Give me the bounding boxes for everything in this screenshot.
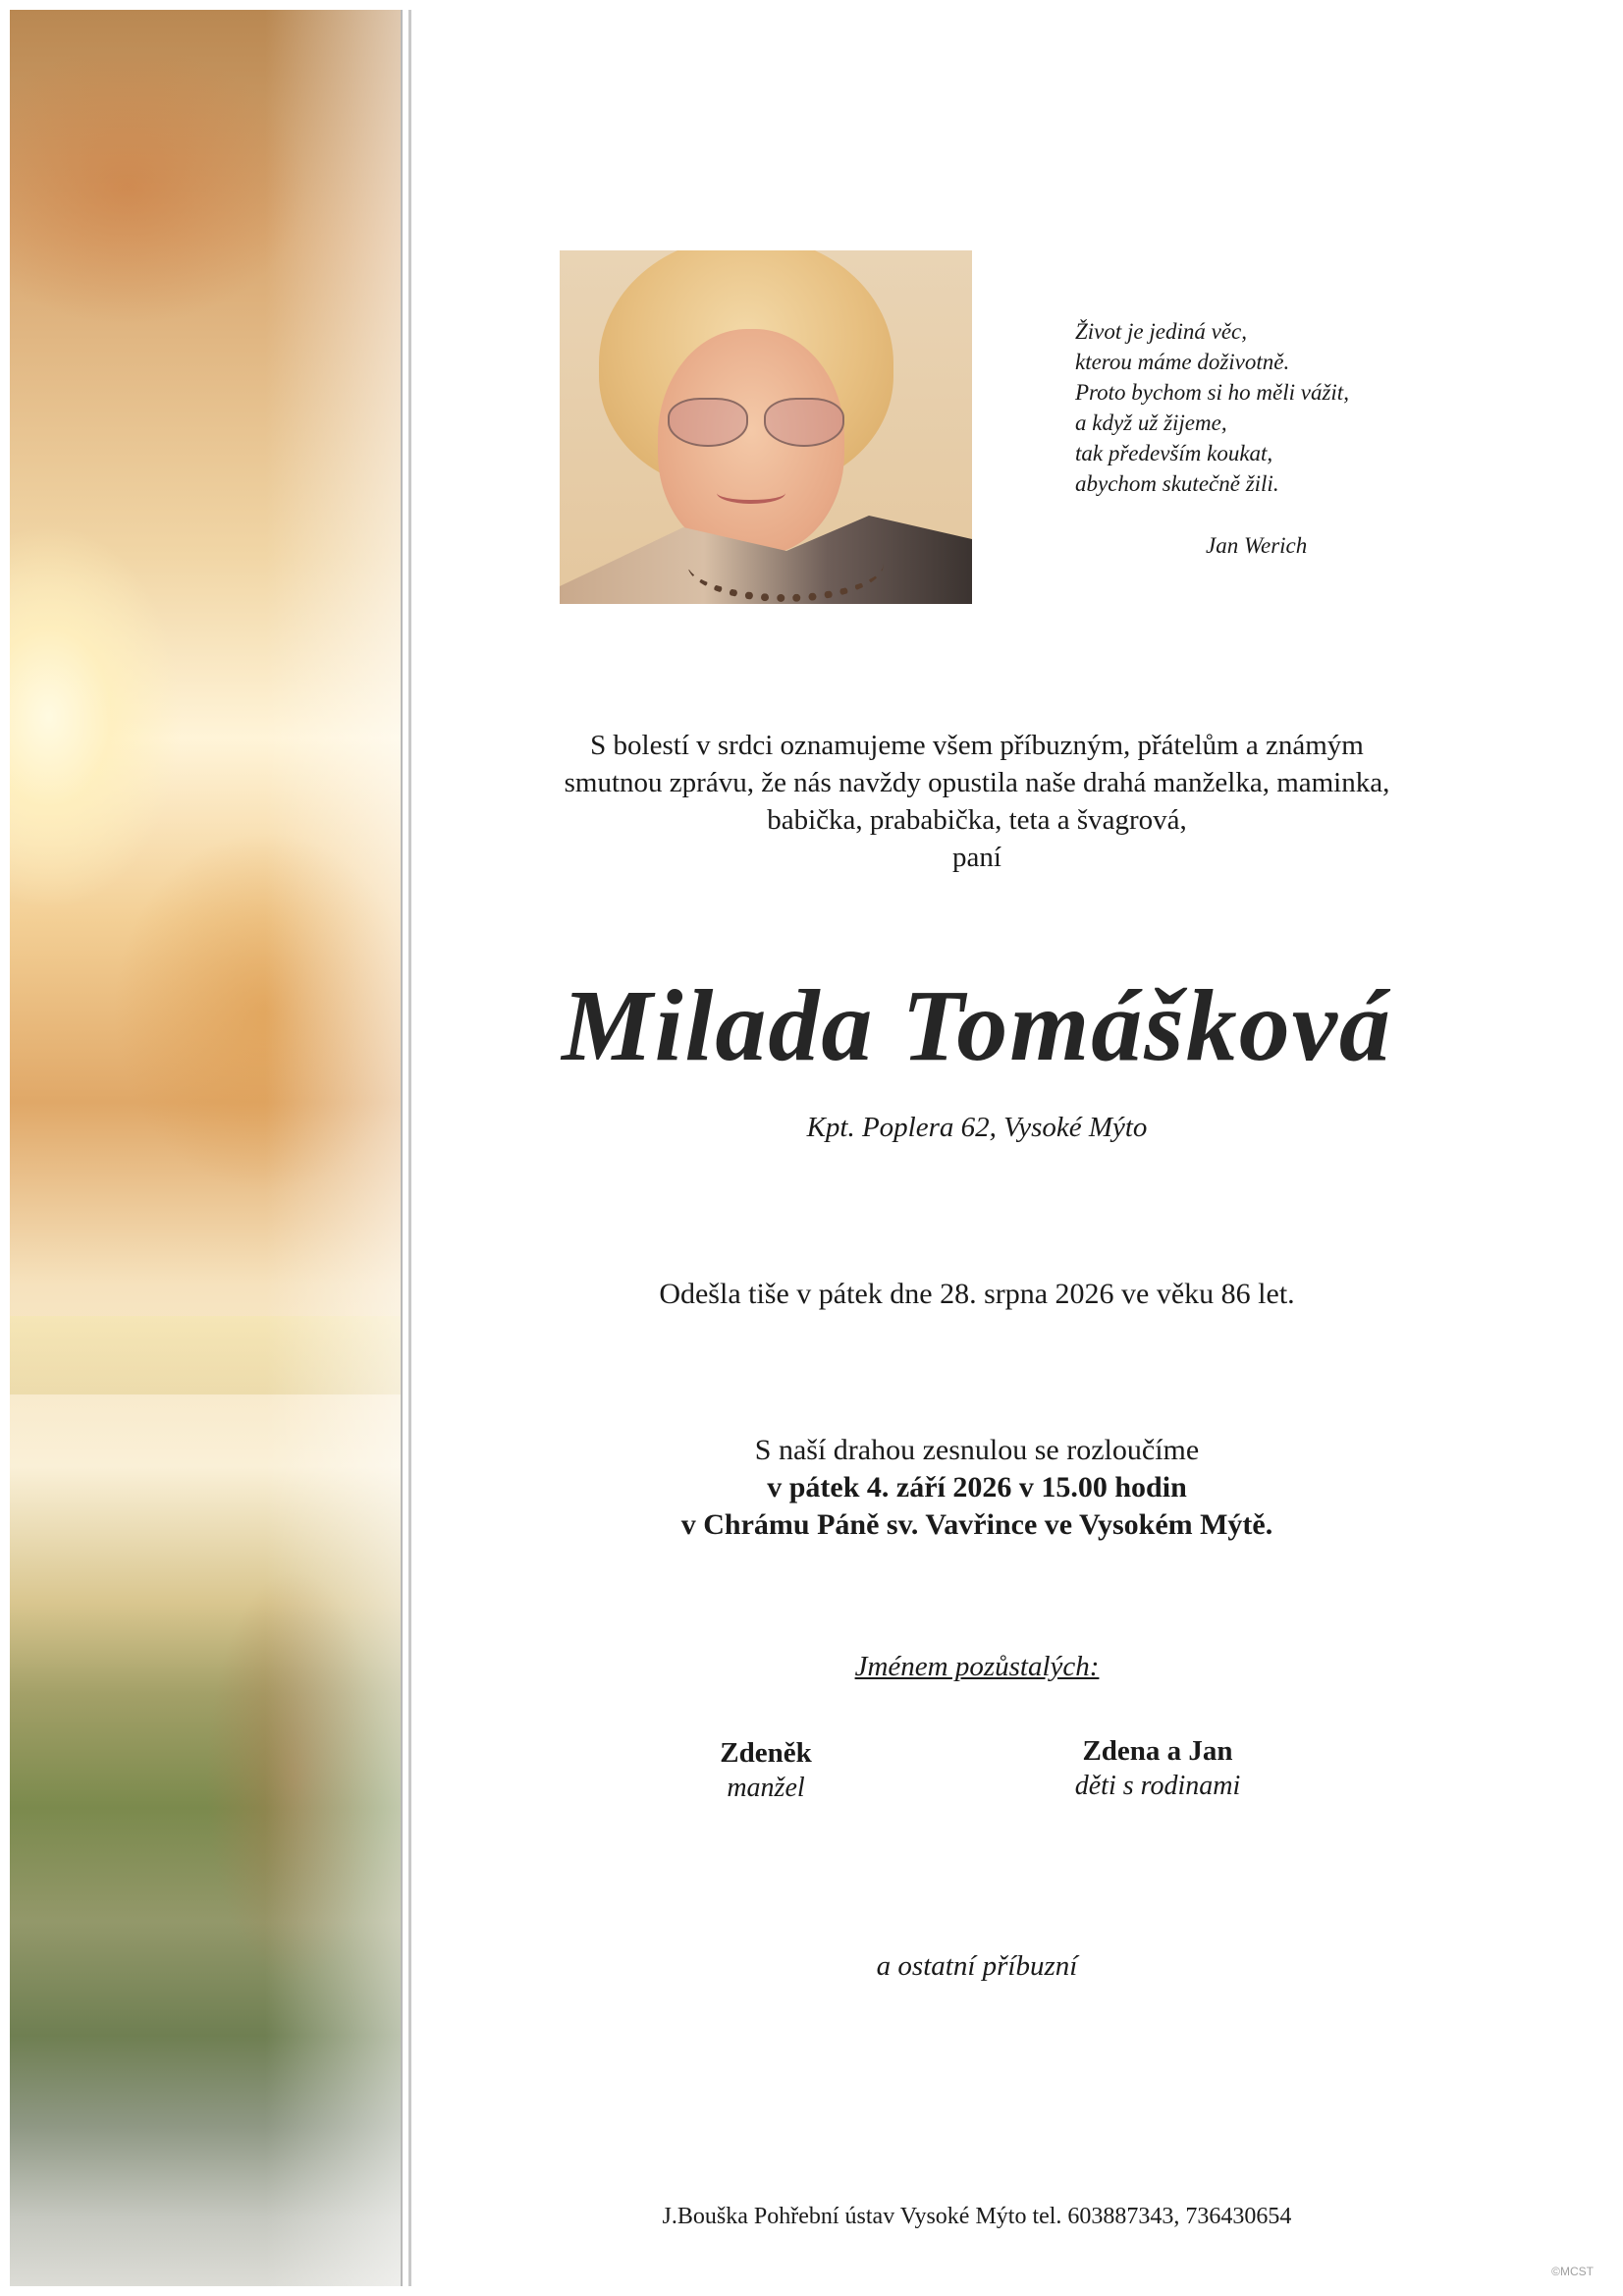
announcement-line: paní bbox=[952, 842, 1001, 873]
survivor-role: děti s rodinami bbox=[1074, 1771, 1241, 1801]
quote bbox=[1075, 316, 1429, 499]
deceased-address: Kpt. Poplera 62, Vysoké Mýto bbox=[806, 1112, 1148, 1143]
divider-line bbox=[401, 10, 403, 2286]
portrait-smile bbox=[717, 482, 785, 504]
portrait-photo bbox=[560, 250, 972, 604]
survivor-entry bbox=[619, 1735, 913, 1806]
quote-line: kterou máme doživotně. bbox=[1075, 350, 1290, 374]
departure-notice: Odešla tiše v pátek dne 28. srpna 2026 ve věku 86 let. bbox=[659, 1278, 1295, 1310]
portrait-necklace bbox=[687, 525, 884, 602]
quote-author: Jan Werich bbox=[1206, 533, 1308, 558]
funeral-datetime: v pátek 4. září 2026 v 15.00 hodin bbox=[767, 1471, 1187, 1503]
deceased-name: Milada Tomášková bbox=[562, 969, 1392, 1082]
quote-line: abychom skutečně žili. bbox=[1075, 471, 1279, 496]
divider-line bbox=[408, 10, 411, 2286]
announcement-text bbox=[422, 727, 1532, 876]
funeral-home-footer: J.Bouška Pohřební ústav Vysoké Mýto tel. 603887343, 736430654 bbox=[662, 2204, 1292, 2229]
announcement-line: babička, prababička, teta a švagrová, bbox=[767, 804, 1187, 836]
other-relatives: a ostatní příbuzní bbox=[876, 1950, 1078, 1982]
funeral-details bbox=[422, 1432, 1532, 1544]
survivor-entry bbox=[1010, 1733, 1305, 1804]
quote-line: tak především koukat, bbox=[1075, 441, 1273, 465]
quote-line: a když už žijeme, bbox=[1075, 410, 1227, 435]
announcement-line: smutnou zprávu, že nás navždy opustila naše drahá manželka, maminka, bbox=[564, 767, 1390, 798]
quote-line: Život je jediná věc, bbox=[1075, 319, 1247, 344]
funeral-intro: S naší drahou zesnulou se rozloučíme bbox=[754, 1434, 1200, 1466]
nature-photo-strip bbox=[10, 10, 403, 2286]
survivor-role: manžel bbox=[727, 1773, 805, 1803]
survivors-heading: Jménem pozůstalých: bbox=[854, 1651, 1100, 1682]
funeral-location: v Chrámu Páně sv. Vavřince ve Vysokém Mýtě. bbox=[680, 1508, 1273, 1541]
portrait-glasses bbox=[668, 398, 844, 447]
photo-fade bbox=[265, 10, 403, 2286]
survivor-name: Zdena a Jan bbox=[1082, 1735, 1233, 1767]
quote-line: Proto bychom si ho měli vážit, bbox=[1075, 380, 1349, 405]
announcement-line: S bolestí v srdci oznamujeme všem příbuzným, přátelům a známým bbox=[590, 730, 1364, 761]
watermark: ©MCST bbox=[1551, 2265, 1594, 2278]
survivor-name: Zdeněk bbox=[720, 1737, 812, 1769]
